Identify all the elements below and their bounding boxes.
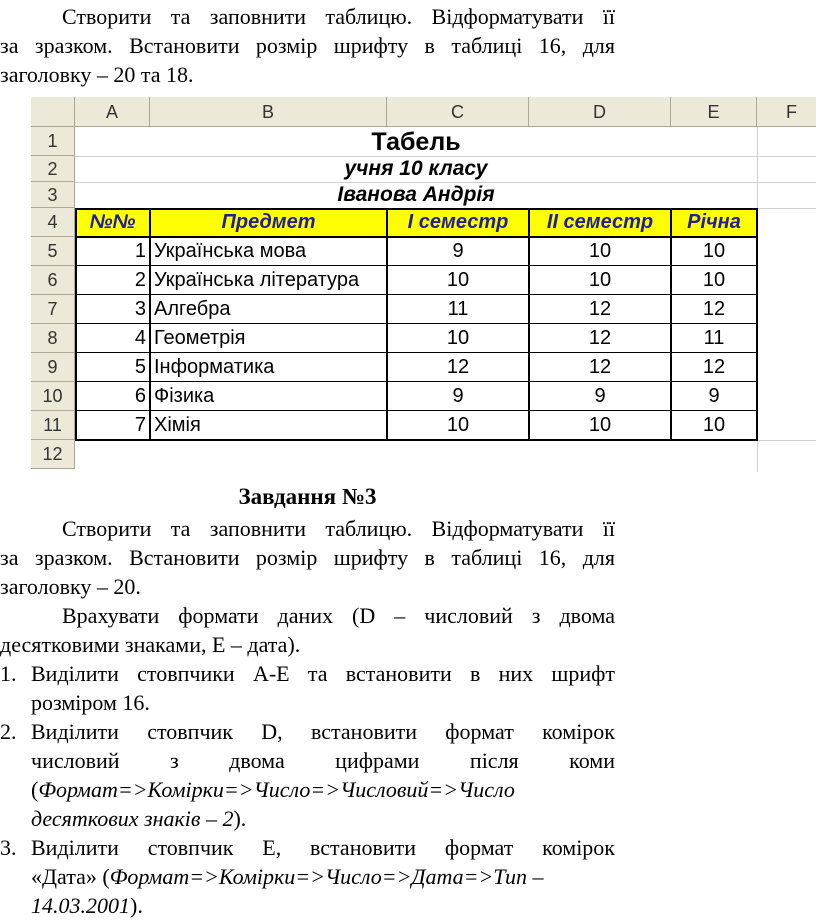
row-header-3: 3 <box>31 182 75 208</box>
list-item-number: 1. <box>0 661 17 686</box>
row-header-8: 8 <box>31 324 75 353</box>
table-border <box>670 208 672 441</box>
table-border <box>75 208 758 210</box>
list-item-2-close: ). <box>233 806 247 831</box>
task3-note-line-1: Врахувати формати даних (D – числовий з двома <box>62 603 615 628</box>
cell-number: 1 <box>134 240 146 262</box>
menu-path-text: десяткових знаків – 2 <box>31 806 234 831</box>
list-item-number: 3. <box>0 835 17 860</box>
cell-annual: 11 <box>703 327 725 349</box>
table-border <box>75 381 758 382</box>
list-item-1-line-2: розміром 16. <box>31 690 150 715</box>
list-item-2-paren: ( <box>31 777 39 802</box>
column-header-d: D <box>529 97 671 127</box>
column-header-f: F <box>757 97 816 127</box>
table-title: Табель <box>371 128 461 156</box>
row-header-10: 10 <box>31 382 75 411</box>
row-header-2: 2 <box>31 156 75 182</box>
spreadsheet-screenshot <box>31 97 816 472</box>
cell-number: 7 <box>134 414 146 436</box>
cell-semester-1: 10 <box>446 414 470 436</box>
cell-semester-2: 12 <box>588 356 612 378</box>
column-header-e: E <box>671 97 757 127</box>
table-border <box>75 294 758 295</box>
cell-number: 2 <box>134 269 146 291</box>
row-header-4: 4 <box>31 208 75 237</box>
cell-annual: 10 <box>702 269 726 291</box>
list-item-2 <box>31 717 615 833</box>
list-item-number: 2. <box>0 719 17 744</box>
sheet-corner <box>31 97 75 127</box>
table-border <box>75 323 758 324</box>
cell-number: 3 <box>134 298 146 320</box>
cell-semester-1: 11 <box>447 298 469 320</box>
header-semester-1: І семестр <box>407 211 509 233</box>
cell-semester-1: 10 <box>446 327 470 349</box>
cell-annual: 10 <box>702 240 726 262</box>
header-subject: Предмет <box>221 211 316 233</box>
list-item-1 <box>31 659 615 717</box>
cell-subject: Українська мова <box>154 240 307 262</box>
list-item-2-line-1: Виділити стовпчик D, встановити формат комірок <box>31 719 615 744</box>
table-border <box>386 208 388 441</box>
list-item-3 <box>31 833 615 920</box>
task3-note-line-2: десятковими знаками, E – дата). <box>0 632 301 657</box>
table-border <box>75 236 758 238</box>
row-header-11: 11 <box>31 411 75 440</box>
task3-intro-paragraph <box>0 514 615 601</box>
task1-line-2: за зразком. Встановити розмір шрифту в таблиці 16, для <box>0 33 615 58</box>
table-subtitle-class: учня 10 класу <box>344 157 488 180</box>
cell-number: 4 <box>134 327 146 349</box>
cell-subject: Інформатика <box>154 356 275 378</box>
row-header-7: 7 <box>31 295 75 324</box>
table-border <box>75 352 758 353</box>
column-header-b: B <box>150 97 387 127</box>
table-subtitle-name: Іванова Андрія <box>337 183 495 206</box>
cell-subject: Геометрія <box>154 327 246 349</box>
cell-semester-2: 12 <box>588 327 612 349</box>
cell-number: 5 <box>134 356 146 378</box>
table-border <box>75 265 758 266</box>
task3-intro-line-1: Створити та заповнити таблицю. Відформатувати її <box>62 516 615 541</box>
table-border <box>75 208 77 441</box>
cell-semester-1: 10 <box>446 269 470 291</box>
cell-annual: 9 <box>708 385 720 407</box>
cell-annual: 12 <box>702 356 726 378</box>
list-item-3-prefix: «Дата» ( <box>31 864 110 889</box>
cell-annual: 12 <box>702 298 726 320</box>
column-header-c: C <box>387 97 529 127</box>
table-border <box>149 208 151 441</box>
cell-subject: Українська література <box>154 269 360 291</box>
task1-line-3: заголовку – 20 та 18. <box>0 62 194 87</box>
cell-annual: 10 <box>702 414 726 436</box>
row-header-5: 5 <box>31 237 75 266</box>
row-header-12: 12 <box>31 440 75 469</box>
cell-semester-1: 9 <box>452 240 464 262</box>
cell-semester-1: 9 <box>452 385 464 407</box>
table-border <box>75 439 758 441</box>
date-format-example: 14.03.2001 <box>31 893 130 918</box>
cell-subject: Фізика <box>154 385 215 407</box>
list-item-3-close: ). <box>130 893 143 918</box>
task3-note-paragraph <box>0 601 615 659</box>
row-header-1: 1 <box>31 127 75 156</box>
cell-number: 6 <box>134 385 146 407</box>
task1-paragraph <box>0 2 615 89</box>
table-border <box>528 208 530 441</box>
table-border <box>75 410 758 411</box>
menu-path-text: Формат=>Комірки=>Число=>Дата=>Тип – <box>109 864 544 889</box>
cell-semester-2: 12 <box>588 298 612 320</box>
list-item-3-line-1: Виділити стовпчик Е, встановити формат комірок <box>31 835 615 860</box>
cell-semester-2: 10 <box>588 269 612 291</box>
task1-line-1: Створити та заповнити таблицю. Відформатувати її <box>62 4 615 29</box>
header-number: №№ <box>89 211 136 233</box>
cell-subject: Хімія <box>154 414 201 436</box>
list-item-2-line-2: числовий з двома цифрами після коми <box>31 748 615 773</box>
cell-semester-1: 12 <box>446 356 470 378</box>
menu-path-text: Формат=>Комірки=>Число=>Числовий=>Число <box>38 777 515 802</box>
cell-subject: Алгебра <box>154 298 231 320</box>
cell-semester-2: 9 <box>594 385 606 407</box>
task3-intro-line-3: заголовку – 20. <box>0 574 141 599</box>
header-annual: Річна <box>687 211 741 233</box>
table-border <box>756 208 758 441</box>
list-item-1-line-1: Виділити стовпчики А-Е та встановити в них шрифт <box>31 661 615 686</box>
task3-intro-line-2: за зразком. Встановити розмір шрифту в таблиці 16, для <box>0 545 615 570</box>
cell-semester-2: 10 <box>588 240 612 262</box>
row-header-9: 9 <box>31 353 75 382</box>
cell-semester-2: 10 <box>588 414 612 436</box>
header-semester-2: ІІ семестр <box>546 211 654 233</box>
column-header-a: A <box>75 97 150 127</box>
task3-heading: Завдання №3 <box>238 484 377 509</box>
row-header-6: 6 <box>31 266 75 295</box>
